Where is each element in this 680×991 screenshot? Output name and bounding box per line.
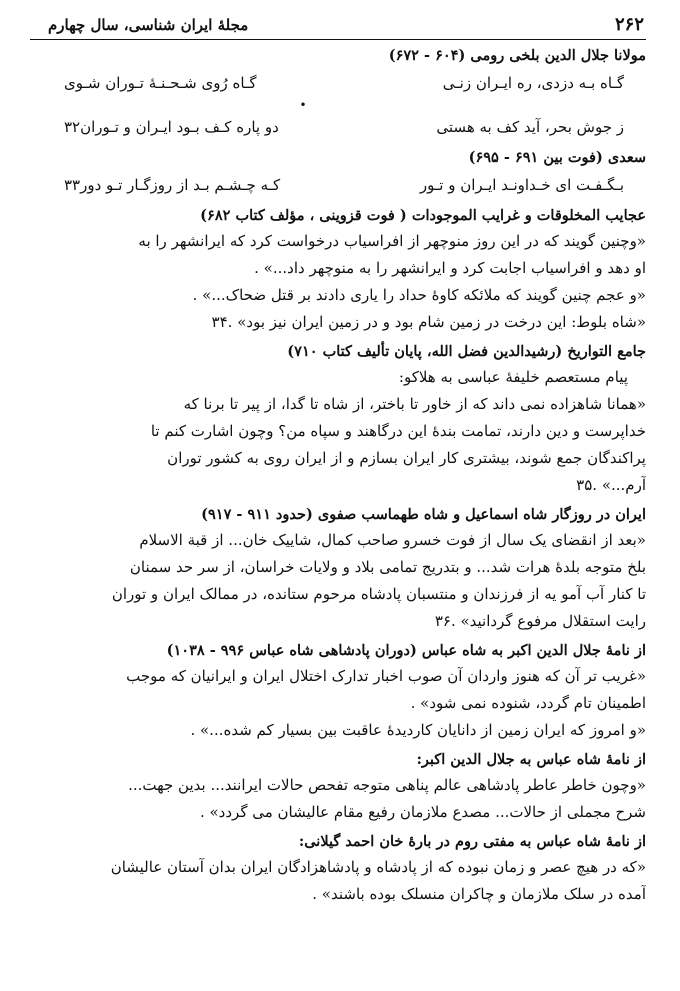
page-number: ۲۶۲ (614, 14, 644, 35)
hemistich: گـاه رُوی شـحـنـهٔ تـوران شـوی (64, 74, 257, 92)
hemistich: دو پاره کـف بـود ایـران و تـوران۳۲ (64, 118, 279, 136)
journal-title: مجلهٔ ایران شناسی، سال چهارم (48, 16, 249, 34)
hemistich: ز جوش بحر، آید کف به هستی (436, 118, 624, 136)
text-line: اطمینان تام گردد، شنوده نمی شود» . (410, 694, 646, 712)
hemistich: گـاه بـه دزدی، ره ایـران زنـی (442, 74, 624, 92)
running-header (30, 14, 646, 40)
text-line: «بعد از انقضای یک سال از فوت خسرو صاحب کمال، شاییک خان... از قبة الاسلام (139, 531, 646, 549)
text-line: «وچنین گویند که در این روز منوچهر از افراسیاب درخواست کرد که ایرانشهر را به (138, 232, 646, 250)
text-line: خداپرست و دین دارند، تمامت بندهٔ این درگاهند و سپاه من؟ وچون اشارت کنم تا (150, 422, 646, 440)
section-heading-mufti: از نامهٔ شاه عباس به مفتی روم در بارهٔ خان احمد گیلانی: (298, 833, 646, 850)
hemistich: بـگـفـت ای خـداونـد ایـران و تـور (419, 176, 624, 194)
section-heading-ajayeb: عجایب المخلوقات و غرایب الموجودات ( فوت قزوینی ، مؤلف کتاب ۶۸۲) (200, 207, 646, 224)
text-line: او دهد و افراسیاب اجابت کرد و ایرانشهر را به منوچهر داد...» . (254, 259, 646, 277)
section-heading-rumi: مولانا جلال الدین بلخی رومی (۶۰۴ - ۶۷۲) (388, 47, 646, 64)
section-heading-akbar: از نامهٔ جلال الدین اکبر به شاه عباس (دوران پادشاهی شاه عباس ۹۹۶ - ۱۰۳۸) (166, 642, 646, 659)
text-line: «غریب تر آن که هنوز واردان آن صوب اخبار تدارک اختلال ایران و ایرانیان که موجب (126, 667, 646, 685)
section-heading-jame: جامع التواریخ (رشیدالدین فضل الله، پایان تألیف کتاب ۷۱۰) (287, 343, 646, 360)
text-line: تا کنار آب آمو یه از فرزندان و منتسبان پادشاه مرحوم ستانده، در ممالک ایران و توران (111, 585, 646, 603)
section-mark: • (299, 98, 307, 112)
text-line: رایت استقلال مرفوع گردانید» .۳۶ (434, 612, 646, 630)
text-line: «همانا شاهزاده نمی داند که از خاور تا باختر، از شاه تا گدا، از پیر تا برنا که (183, 395, 646, 413)
text-line: «که در هیچ عصر و زمان نبوده که از پادشاه و پادشاهزادگان ایران بدان آستان عالیشان (110, 858, 646, 876)
text-line: «شاه بلوط: این درخت در زمین شام بود و در زمین ایران نیز بود» .۳۴ (211, 313, 646, 331)
text-line: بلخ متوجه بلدهٔ هرات شد... و بتدریج تمامی بلاد و ولایات خراسان، از سر حد سمنان (129, 558, 646, 576)
text-line: «و امروز که ایران زمین از دانایان کاردیدهٔ عاقبت بین بسیار کم شده...» . (190, 721, 646, 739)
hemistich: کـه چـشـم بـد از روزگـار تـو دور۳۳ (64, 176, 281, 194)
section-heading-safavi: ایران در روزگار شاه اسماعیل و شاه طهماسب صفوی (حدود ۹۱۱ - ۹۱۷) (201, 506, 646, 523)
section-heading-saadi: سعدی (فوت بین ۶۹۱ - ۶۹۵) (468, 149, 646, 166)
verse-line (30, 68, 646, 98)
text-line: آمده در سلک ملازمان و چاکران منسلک بوده باشند» . (312, 885, 646, 903)
text-line: شرح مجملی از حالات... مصدع ملازمان رفیع مقام عالیشان می گردد» . (199, 803, 646, 821)
verse-line (30, 170, 646, 200)
text-line: پراکندگان جمع شوند، بیشتری کار ایران بسازم و از ایران روی به کشور توران (167, 449, 646, 467)
section-heading-abbas: از نامهٔ شاه عباس به جلال الدین اکبر: (416, 751, 646, 768)
verse-line (30, 112, 646, 142)
text-line: آرم...» .۳۵ (576, 476, 646, 494)
text-line: «و عجم چنین گویند که ملائکه کاوهٔ حداد را یاری دادند بر قتل ضحاک...» . (192, 286, 646, 304)
text-line: «وچون خاطر عاطر پادشاهی عالم پناهی متوجه تفحص حالات ایرانند... بدین جهت... (128, 776, 646, 794)
text-line: پیام مستعصم خلیفهٔ عباسی به هلاکو: (398, 368, 628, 386)
